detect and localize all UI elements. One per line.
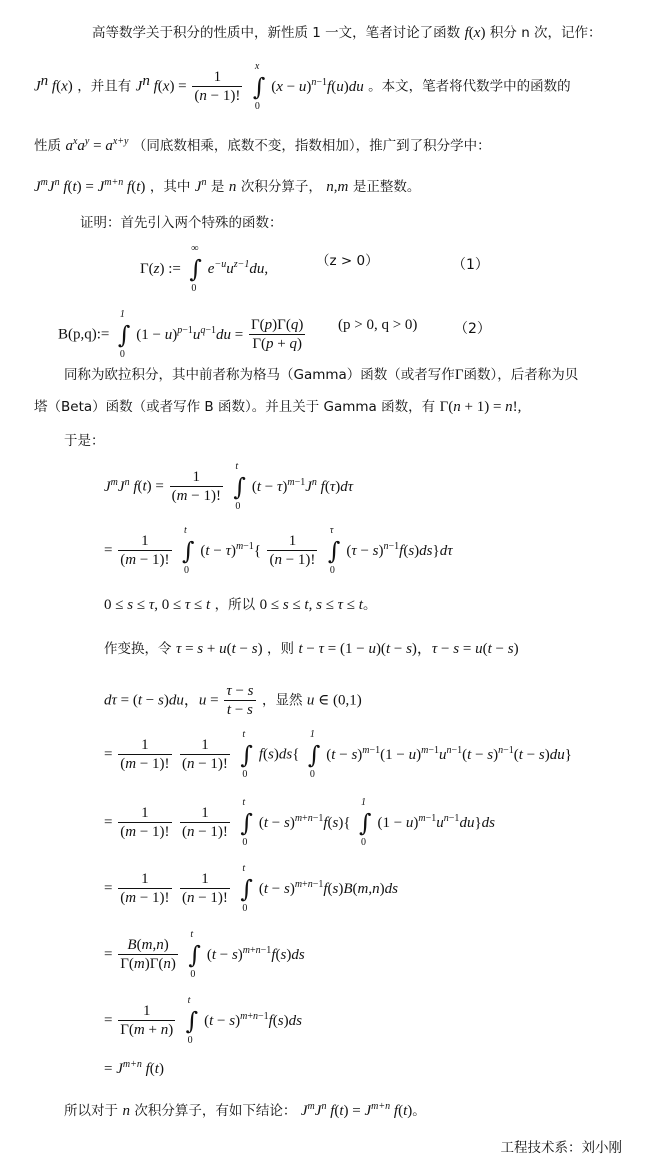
gamma-condition: （z > 0）: [316, 253, 379, 269]
intro-text-2a: ，并且有: [77, 78, 132, 95]
intro-text-1: 高等数学关于积分的性质中，新性质 1 一文，笔者讨论了函数: [92, 25, 461, 41]
beta-name: B(p,q):=: [58, 326, 110, 343]
derivation-step-7: = $\frac{1}{\Gamma(m + n)}$ t ∫ 0 $(t - s)^{m+n-1}f(s)ds$: [104, 994, 302, 1046]
author-signature: 工程技术系：刘小刚: [500, 1140, 622, 1156]
derivation-step-1: $J^mJ^n$ f(t) = $\frac{1}{(m - 1)!}$ t ∫ 0 $(t - \tau)^{m-1}J^n$ f(τ)dτ: [104, 460, 354, 512]
intro-line-3: 性质 $a^xa^y = a^{x+y}$ （同底数相乘，底数不变，指数相加），推广到了积分学中：: [34, 136, 491, 154]
conclusion-line: 所以对于 n 次积分算子，有如下结论： $J^mJ^n$ $f(t) = J^{m+n}$ f(t)。: [64, 1101, 426, 1119]
intro-text-2b: 。本文，笔者将代数学中的函数的: [368, 78, 571, 95]
change-variable-line: 作变换，令 τ = s + u(t − s) ，则 t − τ = (1 − u)(t − s)，τ − s = u(t − s): [104, 641, 519, 657]
beta-definition: B(p,q):= 1 ∫ 0 $(1 - u)^{p-1}u^{q-1}du$ = $\frac{\Gamma(p)\Gamma(q)}{\Gamma(p + q)}$: [58, 308, 304, 360]
beta-condition: (p > 0, q > 0): [338, 317, 418, 333]
derivation-step-5: = $\frac{1}{(m - 1)!}$ $\frac{1}{(n - 1)!}$ t ∫ 0 $(t - s)^{m+n-1}f(s)B(m,n)ds$: [104, 862, 398, 914]
derivation-step-4: = $\frac{1}{(m - 1)!}$ $\frac{1}{(n - 1)!}$ t ∫ 0 $(t - s)^{m+n-1}f(s)${ 1 ∫ 0 $(1 - u)^{m-1}u^{n-1}du\}ds$: [104, 796, 495, 848]
derivation-step-3: = $\frac{1}{(m - 1)!}$ $\frac{1}{(n - 1)!}$ t ∫ 0 f(s)ds{ 1 ∫ 0 $(t - s)^{m-1}(1 - u)^{m-1}u^{n-1}(t - s)^{n-1}(t - s)du$}: [104, 728, 572, 780]
proof-intro: 证明：首先引入两个特殊的函数：: [80, 215, 283, 231]
yushi-label: 于是：: [64, 433, 105, 449]
differential-line: dτ = (t − s)du，u = $\frac{\tau - s}{t - s}$ ，显然 u ∈ (0,1): [104, 683, 362, 718]
intro-line-2: $J^n$ f(x) ，并且有 $J^n$ f(x) = $\frac{1}{(n - 1)!}$ x ∫ 0 $(x - u)^{n-1}f(u)du$ 。本文，笔者将代数学中的函数的: [34, 60, 571, 112]
gamma-definition: Γ(z) := ∞ ∫ 0 $e^{-u}u^{z-1}du$,: [140, 243, 269, 294]
intro-line-1: 高等数学关于积分的性质中，新性质 1 一文，笔者讨论了函数 f(x) 积分 n 次，记作：: [92, 25, 602, 41]
derivation-step-2: = $\frac{1}{(m - 1)!}$ t ∫ 0 $(t - \tau)^{m-1}${ $\frac{1}{(n - 1)!}$ τ ∫ 0 $(\tau - s)^{n-1}f(s)ds\}d\tau$: [104, 524, 453, 576]
intro-text-4b: ，其中: [149, 179, 191, 195]
intro-text-3b: （同底数相乘，底数不变，指数相加），推广到了积分学中：: [132, 138, 491, 154]
intro-text-4c: 是: [210, 179, 225, 195]
intro-line-4: $J^mJ^n$ $f(t) = J^{m+n}$ f(t) ，其中 $J^n$ 是 n 次积分算子， n,m 是正整数。: [34, 177, 421, 195]
intro-text-4d: 次积分算子，: [240, 179, 322, 195]
range-line: 0 ≤ s ≤ τ, 0 ≤ τ ≤ t ，所以 0 ≤ s ≤ t, s ≤ τ ≤ t。: [104, 597, 377, 613]
derivation-step-6: = $\frac{B(m,n)}{\Gamma(m)\Gamma(n)}$ t ∫ 0 $(t - s)^{m+n-1}f(s)ds$: [104, 928, 305, 980]
equation-1-label: （1）: [452, 257, 489, 273]
intro-text-1b: 积分 n 次，记作：: [489, 25, 602, 41]
euler-line-1: 同称为欧拉积分，其中前者称为格马（Gamma）函数（或者写作Γ函数），后者称为贝: [64, 367, 579, 383]
intro-text-3a: 性质: [34, 138, 61, 154]
equation-2-label: （2）: [454, 321, 491, 337]
intro-text-4e: 是正整数。: [352, 179, 421, 195]
euler-line-2: 塔（Beta）函数（或者写作 B 函数）。并且关于 Gamma 函数，有 Γ(n + 1) = n!,: [34, 399, 522, 415]
derivation-step-8: = $J^{m+n}$ f(t): [104, 1059, 164, 1077]
